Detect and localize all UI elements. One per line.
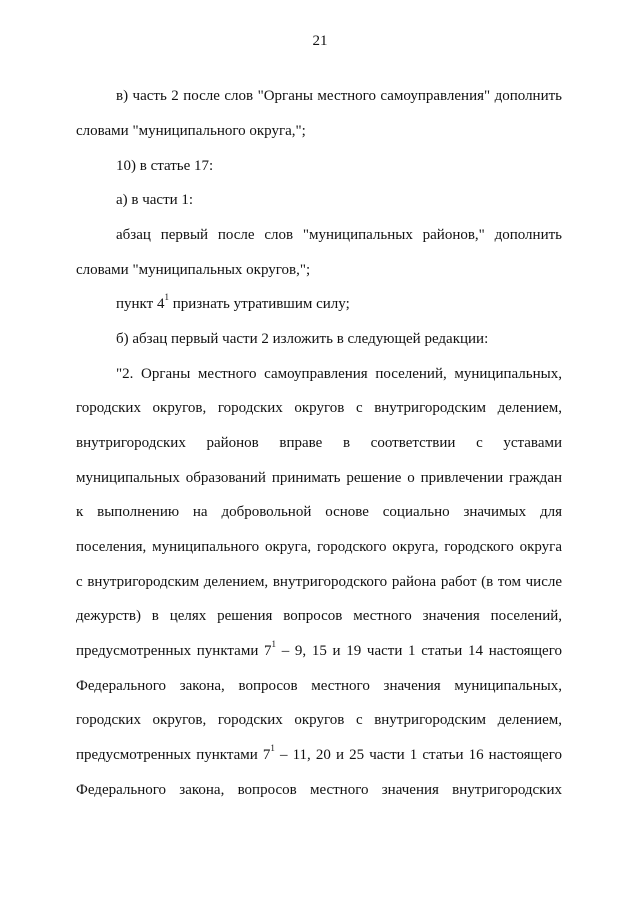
text-line: словами "муниципального округа,"; bbox=[76, 123, 306, 139]
text-fragment: – 9, 15 и 19 части 1 статьи 14 настоящего bbox=[276, 643, 562, 659]
text-line: городских округов, городских округов с внутригородским делением, bbox=[76, 712, 562, 728]
text-line bbox=[76, 641, 562, 661]
text-line: абзац первый после слов "муниципальных районов," дополнить bbox=[116, 227, 562, 243]
text-line: словами "муниципальных округов,"; bbox=[76, 262, 311, 278]
text-line: муниципальных образований принимать решение о привлечении граждан bbox=[76, 470, 562, 486]
text-line: поселения, муниципального округа, городского округа, городского округа bbox=[76, 539, 562, 555]
text-fragment: – 11, 20 и 25 части 1 статьи 16 настоящего bbox=[274, 747, 562, 763]
text-line: внутригородских районов вправе в соответствии с уставами bbox=[76, 435, 562, 451]
superscript: 1 bbox=[164, 292, 169, 302]
text-line bbox=[116, 294, 350, 314]
superscript: 1 bbox=[270, 743, 275, 753]
text-line: городских округов, городских округов с внутригородским делением, bbox=[76, 400, 562, 416]
text-fragment: признать утратившим силу; bbox=[168, 296, 350, 312]
text-line: "2. Органы местного самоуправления поселений, муниципальных, bbox=[116, 366, 562, 382]
text-fragment: предусмотренных пунктами 7 bbox=[76, 747, 271, 763]
text-line: дежурств) в целях решения вопросов местного значения поселений, bbox=[76, 608, 562, 624]
text-line: в) часть 2 после слов "Органы местного самоуправления" дополнить bbox=[116, 88, 562, 104]
text-fragment: предусмотренных пунктами 7 bbox=[76, 643, 272, 659]
text-line bbox=[76, 745, 562, 765]
text-line: 10) в статье 17: bbox=[116, 158, 214, 174]
text-line: а) в части 1: bbox=[116, 192, 194, 208]
page-number: 21 bbox=[312, 33, 328, 49]
superscript: 1 bbox=[271, 639, 277, 649]
text-line: Федерального закона, вопросов местного значения муниципальных, bbox=[76, 678, 562, 694]
text-line: б) абзац первый части 2 изложить в следующей редакции: bbox=[116, 331, 489, 347]
text-fragment: пункт 4 bbox=[116, 296, 165, 312]
text-line: с внутригородским делением, внутригородского района работ (в том числе bbox=[76, 574, 562, 590]
text-line: Федерального закона, вопросов местного значения внутригородских bbox=[76, 782, 562, 798]
text-line: к выполнению на добровольной основе социально значимых для bbox=[76, 504, 562, 520]
